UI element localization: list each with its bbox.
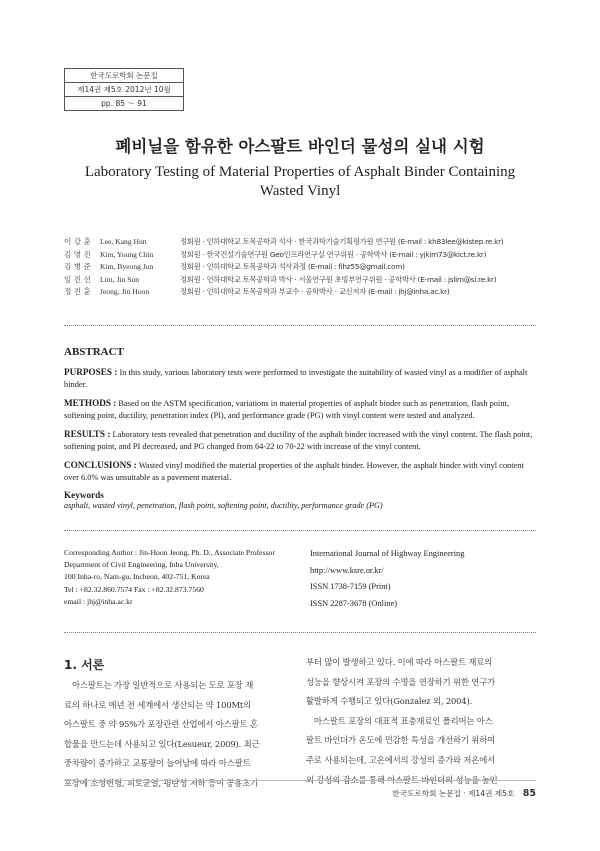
text-line: 료의 하나로 매년 전 세계에서 생산되는 약 100Mt의 <box>64 699 251 710</box>
author-name-ko: 임 진 선 <box>64 274 91 284</box>
page-footer <box>392 788 536 799</box>
section-heading: 1. 서론 <box>64 658 105 672</box>
methods-text: Based on the ASTM specification, variations in material properties of asphalt binder such as penetration, flash point, softening point, ductility, penetration index (PI), and performance grade (PG) with vinyl content were tested and analyzed. <box>64 399 509 420</box>
author-affiliation: 정회원 · 인하대학교 토목공학과 석사 · 한국과학기술기획평가원 연구원 (E-mail : kh83lee@kistep.re.kr) <box>180 237 504 246</box>
author-name-en: Lim, Jin Sun <box>100 274 140 284</box>
author-name-ko: 김 영 진 <box>64 249 91 259</box>
journal-url: http://www.ksre.or.kr/ <box>310 565 384 575</box>
abstract-purposes <box>64 366 536 391</box>
footer-journal: 한국도로학회 논문집 · 제14권 제5호 <box>392 789 515 798</box>
abstract-section <box>64 346 536 512</box>
divider <box>64 530 536 531</box>
title-english: Laboratory Testing of Material Properties of Asphalt Binder Containing Wasted Vinyl <box>84 164 516 199</box>
page-number: 85 <box>522 788 536 799</box>
text-line: 부터 많이 발생하고 있다. 이에 따라 아스팔트 재료의 <box>306 657 493 667</box>
corresponding-author <box>64 547 304 608</box>
divider <box>64 325 536 326</box>
methods-label: METHODS : <box>64 398 117 408</box>
keywords-heading: Keywords <box>64 490 104 500</box>
abstract-methods <box>64 397 536 422</box>
text-line: 포장에 소성변형, 피로균열, 평탄성 저하 등이 공용초기 <box>64 777 259 788</box>
author-row <box>64 286 544 299</box>
issn-print: ISSN 1738-7159 (Print) <box>310 582 391 592</box>
title-korean: 폐비닐을 함유한 아스팔트 바인더 물성의 실내 시험 <box>115 137 485 156</box>
author-name-ko: 정 진 훈 <box>64 287 91 296</box>
author-affiliation: 정회원 · 인하대학교 토목공학과 박사 · 서울연구원 초빙부연구위원 · 공학박사 (E-mail : jslim@si.re.kr) <box>180 274 497 284</box>
author-row <box>64 236 544 249</box>
text-line: 아스팔트 포장의 대표적 표층재료인 폴리머는 아스 <box>314 715 493 726</box>
corr-line: Department of Civil Engineering, Inha University, <box>64 560 219 570</box>
text-line: 활발하게 수행되고 있다(Gonzalez 외, 2004). <box>306 696 473 707</box>
author-name-ko: 이 강 훈 <box>64 237 91 246</box>
corr-line: 100 Inha-ro, Nam-gu, Incheon, 402-751, Korea <box>64 572 210 582</box>
journal-fullname: International Journal of Highway Engineering <box>310 549 465 558</box>
divider <box>64 632 536 633</box>
author-affiliation: 정회원 · 한국건설기술연구원 Geo인프라연구실 연구위원 · 공학박사 (E-mail : yjkim73@kict.re.kr) <box>180 249 487 259</box>
intro-left-column <box>64 676 296 794</box>
conclusions-label: CONCLUSIONS : <box>64 460 137 470</box>
text-line: 팔트 바인더가 온도에 민감한 특성을 개선하기 위하여 <box>306 735 496 746</box>
journal-details <box>310 546 536 612</box>
journal-volume: 제14권 제5호 2012년 10월 <box>65 83 183 97</box>
purposes-label: PURPOSES : <box>64 367 118 377</box>
journal-name: 한국도로학회 논문집 <box>65 69 183 83</box>
text-line: 합물을 만드는데 사용되고 있다(Lesueur, 2009). 최근 <box>64 738 260 749</box>
journal-pages: pp. 85 ～ 91 <box>101 99 147 108</box>
author-list <box>64 236 544 299</box>
journal-info-box <box>64 68 184 111</box>
purposes-text: In this study, various laboratory tests were performed to investigate the suitability of wasted vinyl as a modifier of asphalt binder. <box>64 368 528 389</box>
abstract-conclusions <box>64 459 536 484</box>
author-name-en: Lee, Kang Hun <box>100 237 147 246</box>
author-affiliation: 정회원 · 인하대학교 토목공학과 부교수 · 공학박사 · 교신저자 (E-mail : jhj@inha.ac.kr) <box>180 287 450 296</box>
author-row <box>64 249 544 262</box>
keywords-text: asphalt, wasted vinyl, penetration, flash point, softening point, ductility, performance grade (PG) <box>64 501 383 510</box>
text-line: 주로 사용되는데, 고온에서의 강성의 증가와 저온에서 <box>306 754 496 765</box>
corr-line: Corresponding Author : Jin-Hoon Jeong, Ph. D., Associate Professor <box>64 548 275 557</box>
author-affiliation: 정회원 · 인하대학교 토목공학과 석사과정 (E-mail : fihz55@gmail.com) <box>180 262 405 271</box>
author-row <box>64 274 544 287</box>
corr-line: Tel : +82.32.860.7574 Fax : +82.32.873.7560 <box>64 584 204 594</box>
results-label: RESULTS : <box>64 429 111 439</box>
corr-line: email : jhj@inha.ac.kr <box>64 596 133 606</box>
text-line: 아스팔트는 가장 일반적으로 사용되는 도로 포장 재 <box>72 680 254 690</box>
author-name-en: Kim, Young Chin <box>100 249 154 259</box>
text-line: 성능을 향상시켜 포장의 수명을 연장하기 위한 연구가 <box>306 676 496 687</box>
author-name-en: Kim, Byeong Jun <box>100 262 154 271</box>
abstract-heading: ABSTRACT <box>64 346 124 358</box>
abstract-results <box>64 428 536 453</box>
text-line: 아스팔트 중 약 95%가 포장관련 산업에서 아스팔트 혼 <box>64 719 258 730</box>
intro-right-column <box>306 653 538 790</box>
author-name-ko: 김 병 준 <box>64 262 91 271</box>
text-line: 중차량이 증가하고 교통량이 늘어남에 따라 아스팔트 <box>64 758 251 769</box>
results-text: Laboratory tests revealed that penetration and ductility of the asphalt binder increased with the vinyl content. The flash point, softening point, and PI decreased, and PG changed from 64-22 to 70-22 with increase of the vinyl content. <box>64 430 533 451</box>
conclusions-text: Wasted vinyl modified the material properties of the asphalt binder. However, the asphalt binder with vinyl content over 6.0% was unsuitable as a pavement material. <box>64 461 524 482</box>
text-line: 의 강성의 감소를 통해 아스팔트 바인더의 성능을 높인 <box>306 774 498 785</box>
author-row <box>64 261 544 274</box>
author-name-en: Jeong, Jin Hoon <box>100 287 150 296</box>
issn-online: ISSN 2287-3678 (Online) <box>310 598 398 608</box>
footer-rule <box>64 780 536 781</box>
